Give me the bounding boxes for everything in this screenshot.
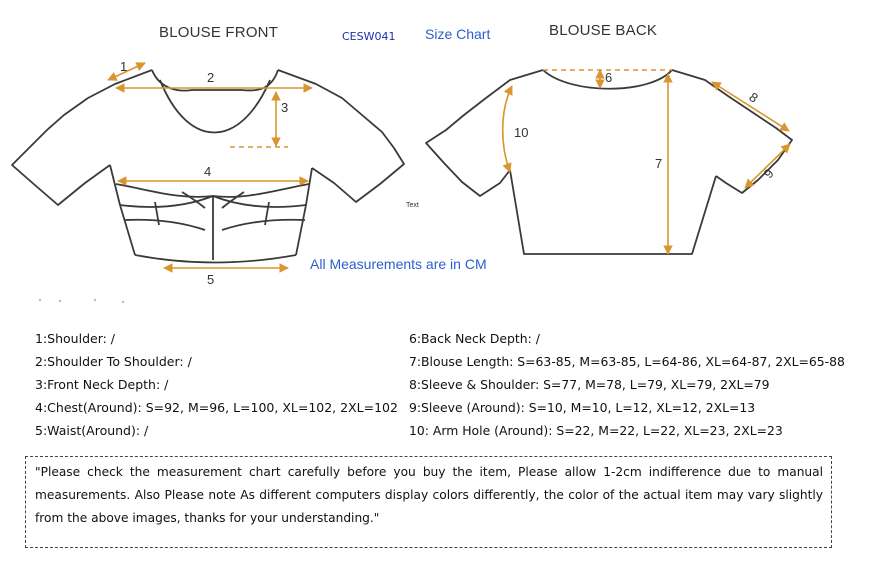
measurement-item: 6:Back Neck Depth: / — [409, 331, 540, 346]
disclaimer-text: "Please check the measurement chart carefully before you buy the item, Please allow 1-2cm indifference due to manual measurements. Also Please note As different computers display colors differently, the color of the actual item may vary slightly from the above images, thanks for your understanding." — [35, 465, 823, 525]
measurement-item: 5:Waist(Around): / — [35, 423, 149, 438]
label-4: 4 — [204, 164, 212, 179]
product-code: CESW041 — [342, 30, 396, 43]
measure-9-sleeve-around — [745, 144, 790, 188]
measurement-item: 4:Chest(Around): S=92, M=96, L=100, XL=102, 2XL=102 — [35, 400, 398, 415]
measurement-item: 2:Shoulder To Shoulder: / — [35, 354, 192, 369]
measurement-item: 8:Sleeve & Shoulder: S=77, M=78, L=79, XL=79, 2XL=79 — [409, 377, 770, 392]
label-1: 1 — [120, 59, 128, 74]
back-title: BLOUSE BACK — [549, 22, 658, 39]
measurement-item: 3:Front Neck Depth: / — [35, 377, 169, 392]
label-8: 8 — [746, 89, 761, 106]
measure-8-sleeve-shoulder — [712, 82, 789, 131]
label-7: 7 — [655, 156, 663, 171]
label-2: 2 — [207, 70, 215, 85]
faint-marks — [39, 299, 124, 303]
measure-10-arm-hole — [503, 86, 512, 172]
measurements-left — [35, 327, 398, 442]
label-5: 5 — [207, 272, 215, 287]
text-mark: Text — [406, 202, 419, 209]
measurement-item: 9:Sleeve (Around): S=10, M=10, L=12, XL=12, 2XL=13 — [409, 400, 756, 415]
label-3: 3 — [281, 100, 289, 115]
measurement-item: 1:Shoulder: / — [35, 331, 116, 346]
back-measure-lines — [503, 70, 790, 254]
label-10: 10 — [514, 125, 529, 140]
label-6: 6 — [605, 70, 613, 85]
measurement-item: 7:Blouse Length: S=63-85, M=63-85, L=64-86, XL=64-87, 2XL=65-88 — [409, 354, 845, 369]
disclaimer-box — [25, 456, 832, 548]
measurement-item: 10: Arm Hole (Around): S=22, M=22, L=22, XL=23, 2XL=23 — [409, 423, 783, 438]
units-note: All Measurements are in CM — [310, 256, 487, 272]
size-chart-title: Size Chart — [425, 26, 491, 42]
measurements-right — [409, 327, 845, 442]
label-9: 9 — [760, 165, 777, 182]
front-title: BLOUSE FRONT — [159, 24, 279, 41]
